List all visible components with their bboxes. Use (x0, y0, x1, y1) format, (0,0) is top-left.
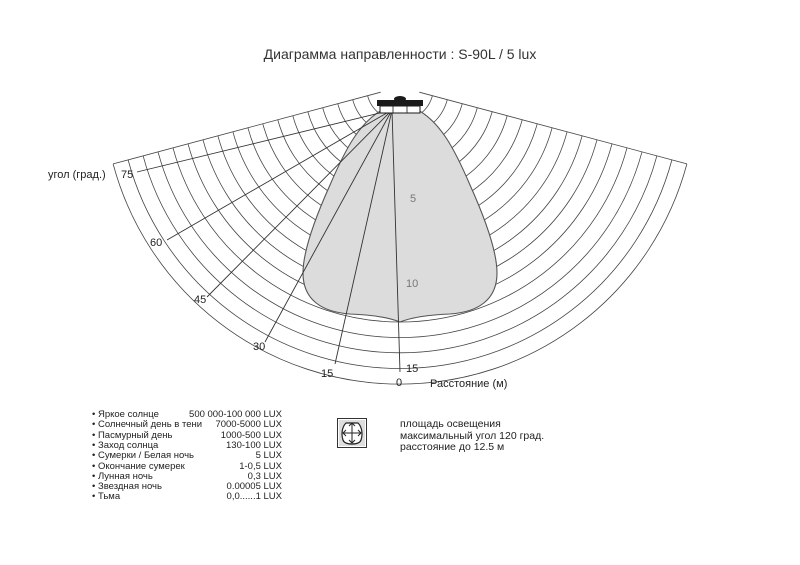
distance-axis-label: Расстояние (м) (430, 378, 508, 390)
coverage-info (400, 419, 544, 454)
angle-axis-label: угол (град.) (48, 169, 106, 181)
lux-value: 5 LUX (255, 450, 282, 462)
lux-condition: • Звездная ночь (92, 481, 162, 493)
distance-tick-5: 5 (410, 193, 417, 205)
angle-tick-30: 30 (253, 341, 266, 353)
lux-value: 0,3 LUX (247, 470, 282, 482)
lux-value: 0.00005 LUX (226, 481, 282, 493)
lux-row (92, 451, 282, 461)
diagram-title: Диаграмма направленности : S-90L / 5 lux (263, 46, 537, 62)
coverage-area-icon (337, 418, 367, 448)
angle-tick-15: 15 (321, 368, 334, 380)
lux-value: 0,0......1 LUX (226, 491, 282, 503)
distance-tick-10: 10 (406, 278, 419, 290)
lux-condition: • Заход солнца (92, 439, 159, 451)
illumination-area (303, 108, 497, 322)
info-line-area: площадь освещения (400, 418, 501, 430)
angle-tick-60: 60 (150, 237, 163, 249)
lux-condition: • Солнечный день в тени (92, 419, 203, 431)
angle-tick-75: 75 (121, 169, 134, 181)
lux-row (92, 492, 282, 502)
angle-tick-0: 0 (396, 377, 403, 389)
sensor-device-icon (377, 96, 423, 113)
distance-tick-15: 15 (406, 363, 419, 375)
lux-value: 1-0,5 LUX (239, 460, 282, 472)
lux-condition: • Пасмурный день (92, 429, 173, 441)
info-line-angle: максимальный угол 120 град. (400, 429, 545, 442)
lux-row (92, 462, 282, 472)
lux-condition: • Лунная ночь (92, 470, 153, 482)
lux-condition: • Тьма (92, 491, 121, 503)
lux-value: 130-100 LUX (226, 439, 282, 451)
boundary-line (113, 92, 381, 164)
lux-value: 500 000-100 000 LUX (189, 409, 282, 420)
lux-condition: • Яркое солнце (92, 409, 159, 420)
lux-row (92, 420, 282, 430)
lux-condition: • Окончание сумерек (92, 460, 185, 472)
lux-condition: • Сумерки / Белая ночь (92, 450, 194, 462)
info-line-distance: расстояние до 12.5 м (400, 441, 505, 453)
angle-tick-45: 45 (194, 294, 207, 306)
lux-value: 7000-5000 LUX (215, 419, 282, 431)
boundary-line (419, 92, 687, 164)
lux-value: 1000-500 LUX (220, 429, 282, 441)
